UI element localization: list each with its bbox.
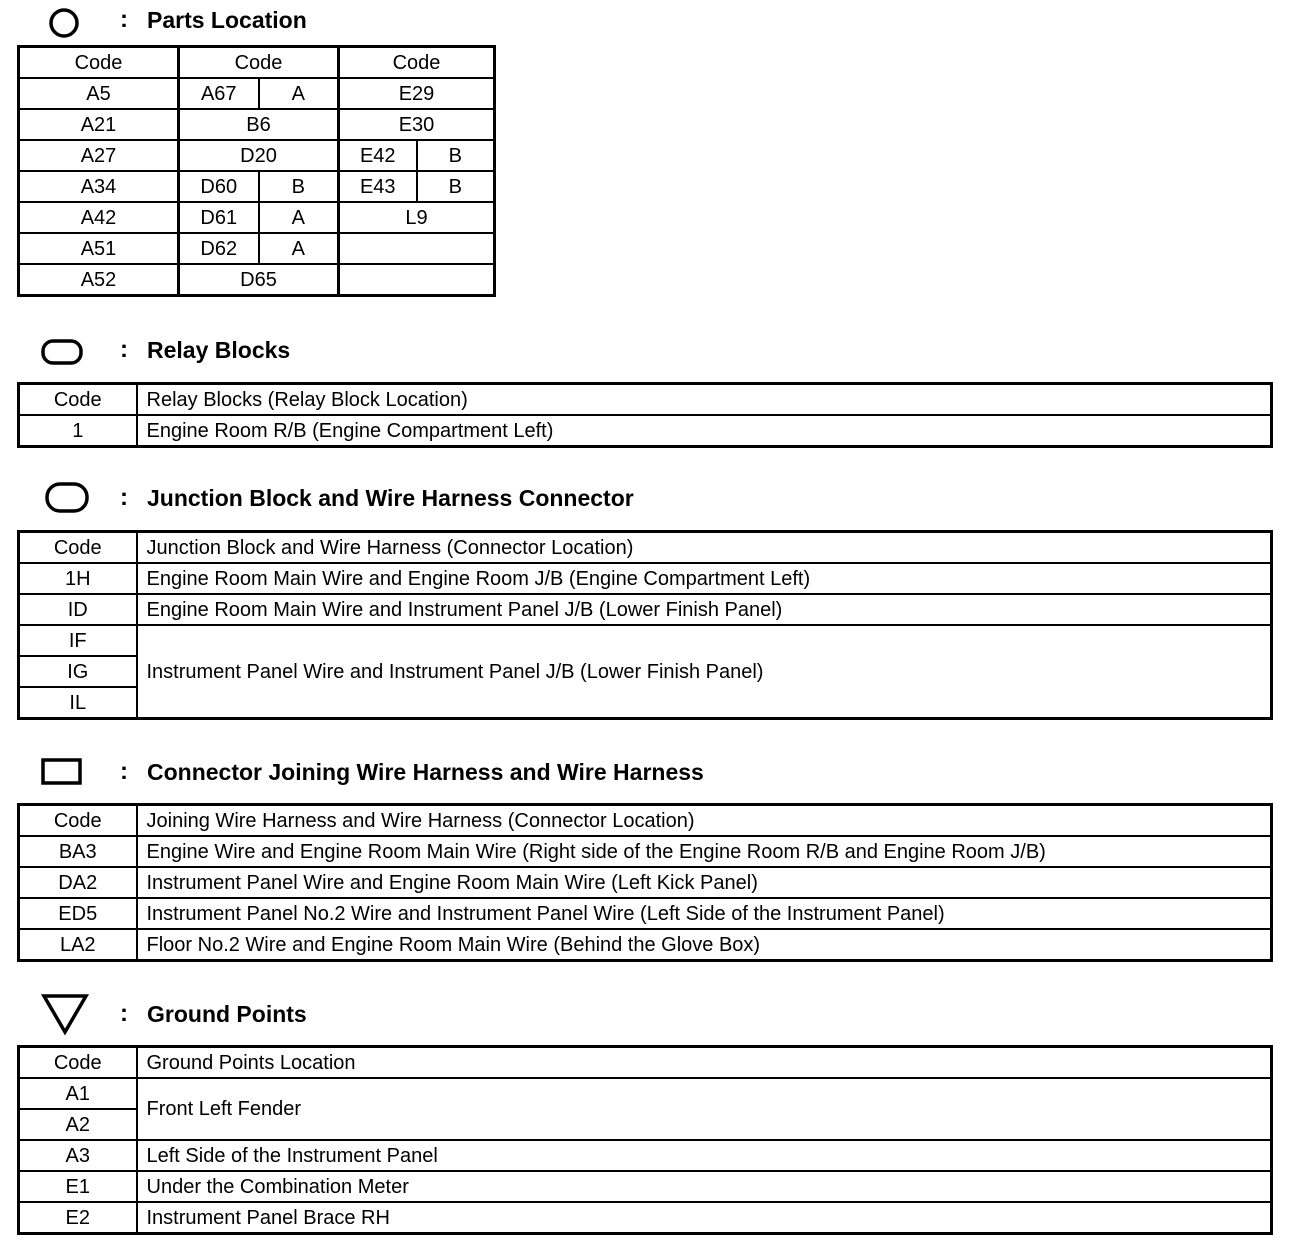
code-cell [339, 264, 495, 296]
header-cell: Code [339, 47, 495, 79]
table-row [19, 594, 1272, 625]
table-row [19, 867, 1272, 898]
code-cell: A5 [19, 78, 179, 109]
table-row [19, 109, 495, 140]
section-title: Parts Location [147, 7, 307, 33]
code-cell: A21 [19, 109, 179, 140]
table-header-row [19, 1047, 1272, 1079]
junction-block-table [17, 530, 1273, 720]
circle-icon [46, 6, 82, 40]
code-cell: E43 [339, 171, 417, 202]
table-row [19, 1171, 1272, 1202]
table-row [19, 264, 495, 296]
location-cell: Instrument Panel Wire and Instrument Panel J/B (Lower Finish Panel) [137, 625, 1272, 719]
location-cell: Instrument Panel Brace RH [137, 1202, 1272, 1234]
code-cell [339, 233, 495, 264]
sub-code-cell: A [259, 202, 339, 233]
sub-code-cell: A [259, 78, 339, 109]
code-cell: A3 [19, 1140, 137, 1171]
sub-code-cell: B [259, 171, 339, 202]
code-cell: D20 [179, 140, 339, 171]
section-colon: : [120, 484, 128, 511]
section-title: Junction Block and Wire Harness Connector [147, 485, 634, 511]
section-colon: : [120, 1000, 128, 1027]
location-cell: Floor No.2 Wire and Engine Room Main Wire (Behind the Glove Box) [137, 929, 1272, 961]
sub-code-cell: B [417, 140, 495, 171]
table-header-row [19, 805, 1272, 837]
code-cell: IF [19, 625, 137, 656]
rounded-rect-icon [40, 338, 84, 366]
code-cell: D61 [179, 202, 259, 233]
code-cell: E29 [339, 78, 495, 109]
code-cell: ED5 [19, 898, 137, 929]
header-cell: Code [19, 47, 179, 79]
code-cell: A1 [19, 1078, 137, 1109]
section-title: Ground Points [147, 1001, 307, 1027]
sub-code-cell: B [417, 171, 495, 202]
code-cell: A67 [179, 78, 259, 109]
location-cell: Front Left Fender [137, 1078, 1272, 1140]
header-cell: Code [19, 805, 137, 837]
section-colon: : [120, 336, 128, 363]
oval-icon [44, 481, 92, 515]
table-row [19, 625, 1272, 656]
header-cell: Ground Points Location [137, 1047, 1272, 1079]
code-cell: 1H [19, 563, 137, 594]
location-cell: Instrument Panel Wire and Engine Room Main Wire (Left Kick Panel) [137, 867, 1272, 898]
location-cell: Left Side of the Instrument Panel [137, 1140, 1272, 1171]
table-row [19, 140, 495, 171]
code-cell: A27 [19, 140, 179, 171]
table-row [19, 202, 495, 233]
code-cell: L9 [339, 202, 495, 233]
table-row [19, 929, 1272, 961]
header-cell: Junction Block and Wire Harness (Connector Location) [137, 532, 1272, 564]
header-cell: Code [179, 47, 339, 79]
code-cell: ID [19, 594, 137, 625]
code-cell: A52 [19, 264, 179, 296]
code-cell: D62 [179, 233, 259, 264]
table-row [19, 171, 495, 202]
header-cell: Relay Blocks (Relay Block Location) [137, 384, 1272, 416]
table-row [19, 563, 1272, 594]
code-cell: E30 [339, 109, 495, 140]
code-cell: BA3 [19, 836, 137, 867]
header-cell: Code [19, 1047, 137, 1079]
table-row [19, 836, 1272, 867]
section-colon: : [120, 6, 128, 33]
location-cell: Under the Combination Meter [137, 1171, 1272, 1202]
code-cell: A51 [19, 233, 179, 264]
code-cell: D60 [179, 171, 259, 202]
connector-joining-table [17, 803, 1273, 962]
header-cell: Code [19, 384, 137, 416]
table-header-row [19, 384, 1272, 416]
section-title: Relay Blocks [147, 337, 291, 363]
section-colon: : [120, 758, 128, 785]
location-cell: Engine Room R/B (Engine Compartment Left) [137, 415, 1272, 447]
triangle-down-icon [40, 992, 90, 1036]
table-row [19, 1140, 1272, 1171]
relay-blocks-table [17, 382, 1273, 448]
code-cell: LA2 [19, 929, 137, 961]
code-cell: E42 [339, 140, 417, 171]
code-cell: A34 [19, 171, 179, 202]
table-row [19, 1202, 1272, 1234]
ground-points-table [17, 1045, 1273, 1235]
header-cell: Joining Wire Harness and Wire Harness (Connector Location) [137, 805, 1272, 837]
table-row [19, 898, 1272, 929]
header-cell: Code [19, 532, 137, 564]
table-row [19, 415, 1272, 447]
table-row [19, 1078, 1272, 1109]
table-row [19, 78, 495, 109]
code-cell: E2 [19, 1202, 137, 1234]
location-cell: Engine Room Main Wire and Engine Room J/B (Engine Compartment Left) [137, 563, 1272, 594]
code-cell: B6 [179, 109, 339, 140]
code-cell: A42 [19, 202, 179, 233]
code-cell: IG [19, 656, 137, 687]
code-cell: D65 [179, 264, 339, 296]
location-cell: Engine Wire and Engine Room Main Wire (Right side of the Engine Room R/B and Engine Room J/B) [137, 836, 1272, 867]
parts-location-table [17, 45, 496, 297]
location-cell: Instrument Panel No.2 Wire and Instrument Panel Wire (Left Side of the Instrument Panel) [137, 898, 1272, 929]
section-title: Connector Joining Wire Harness and Wire Harness [147, 759, 704, 785]
code-cell: 1 [19, 415, 137, 447]
code-cell: IL [19, 687, 137, 719]
sub-code-cell: A [259, 233, 339, 264]
table-row [19, 233, 495, 264]
table-header-row [19, 47, 495, 79]
table-header-row [19, 532, 1272, 564]
code-cell: E1 [19, 1171, 137, 1202]
square-icon [40, 757, 84, 787]
code-cell: DA2 [19, 867, 137, 898]
location-cell: Engine Room Main Wire and Instrument Panel J/B (Lower Finish Panel) [137, 594, 1272, 625]
code-cell: A2 [19, 1109, 137, 1140]
